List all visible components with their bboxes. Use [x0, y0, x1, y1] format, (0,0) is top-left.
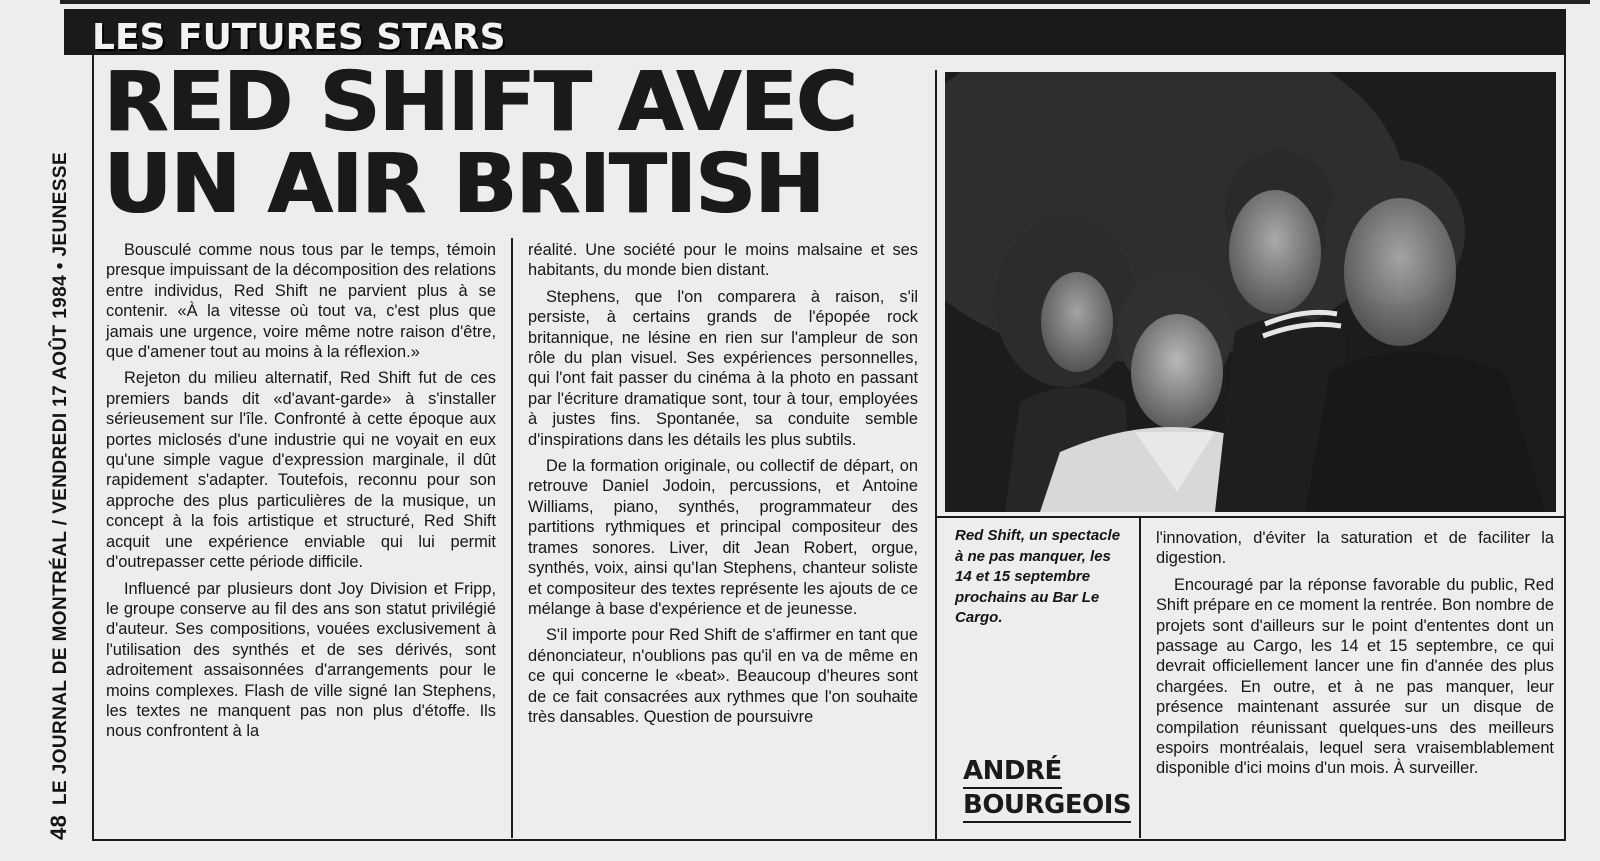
paragraph: Bousculé comme nous tous par le temps, témoin presque impuissant de la décomposition des relations entre individus, Red Shift ne parvient plus à se contenir. «À la vitesse où tout va, c'est plus que jamais une urgence, voire même notre raison d'être, que d'amener tout au moins à la réflexion.»	[106, 241, 496, 362]
paragraph: Influencé par plusieurs dont Joy Division et Fripp, le groupe conserve au fil des ans son statut privilégié d'auteur. Ses compositions, vouées exclusivement à l'utilisation des synthés et de ses dérivés, sont adroitement assaisonnées d'arrangements pour le moins complexes. Flash de ville signé Ian Stephens, les textes ne manquent pas non plus d'étoffe. Ils nous confrontent à la	[106, 579, 496, 741]
band-photo-illustration	[945, 72, 1556, 512]
byline	[963, 755, 1132, 823]
photo-caption: Red Shift, un spectacle à ne pas manquer, les 14 et 15 septembre prochains au Bar Le Cargo.	[955, 527, 1121, 626]
article-column-3	[1156, 528, 1554, 779]
band-photo	[945, 72, 1556, 512]
photo-rule	[935, 516, 1566, 518]
article-column-1	[106, 240, 496, 742]
paragraph: l'innovation, d'éviter la saturation et de faciliter la digestion.	[1156, 529, 1554, 568]
paragraph: S'il importe pour Red Shift de s'affirmer en tant que dénonciateur, n'oublions pas qu'il en va de même en ce qui concerne le «beat». Beaucoup d'heures sont de ce fait consacrées aux rythmes que l'on souhaite très dansables. Question de poursuivre	[528, 626, 918, 726]
headline-column-rule	[935, 70, 937, 841]
column-rule-2	[1139, 518, 1141, 838]
column-rule-1	[511, 238, 513, 838]
byline-first-name: ANDRÉ	[963, 755, 1062, 789]
headline	[104, 55, 940, 232]
kicker: LES FUTURES STARS	[92, 17, 506, 58]
page-number: 48	[46, 814, 71, 840]
byline-last-name: BOURGEOIS	[963, 789, 1131, 823]
paragraph: De la formation originale, ou collectif de départ, on retrouve Daniel Jodoin, percussions, et Antoine Williams, piano, synthés, programmateur des partitions rythmiques et principal compositeur des trames sonores. Liver, dit Jean Robert, orgue, synthés, voix, ainsi qu'Ian Stephens, chanteur soliste et compositeur des textes représente les ajouts de ce mélange à base d'expérience et de jeunesse.	[528, 457, 918, 618]
article-column-2	[528, 240, 918, 727]
spine-text: LE JOURNAL DE MONTRÉAL / VENDREDI 17 AOÛT 1984 • JEUNESSE	[50, 151, 71, 806]
headline-line-1: RED SHIFT AVEC	[104, 55, 857, 150]
paragraph: Rejeton du milieu alternatif, Red Shift fut de ces premiers bands dit «d'avant-garde» à s'installer sérieusement sur l'île. Confronté à cette époque aux portes miclosés d'une industrie qui ne voyait en eux qu'une simple vague d'expression marginale, il dût rapidement s'adapter. Toutefois, reconnu pour son approche des plus particulières de la musique, un concept à la fois artistique et structuré, Red Shift acquit une expérience enviable qui lui permit d'outrepasser cette période difficile.	[106, 369, 496, 572]
paragraph: réalité. Une société pour le moins malsaine et ses habitants, du monde bien distant.	[528, 241, 918, 280]
paragraph: Stephens, que l'on comparera à raison, s'il persiste, à certains grands de l'épopée rock britannique, ne lésine en rien sur l'ampleur de son rôle du plan visuel. Ses expériences personnelles, qui l'ont fait passer du cinéma à la photo en passant par l'écriture dramatique sont, tour à tour, employées à justes fins. Spontanée, sa conduite semble d'inspirations dans les détails les plus subtils.	[528, 287, 918, 449]
paragraph: Encouragé par la réponse favorable du public, Red Shift prépare en ce moment la rentrée. Bon nombre de projets sont d'ailleurs sur le point d'ententes dont un passage au Cargo, les 14 et 15 septembre, ce qui devrait officiellement lancer une fin d'année des plus chargées. En outre, et à ne pas manquer, leur présence maintenant assurée sur un disque de compilation réunissant quelques-uns des meilleurs espoirs montréalais, lequel sera vraisemblablement disponible d'ici moins d'un mois. À surveiller.	[1156, 575, 1554, 778]
page-spine	[46, 151, 72, 840]
top-rule	[60, 0, 1590, 4]
headline-line-2: UN AIR BRITISH	[104, 137, 824, 232]
